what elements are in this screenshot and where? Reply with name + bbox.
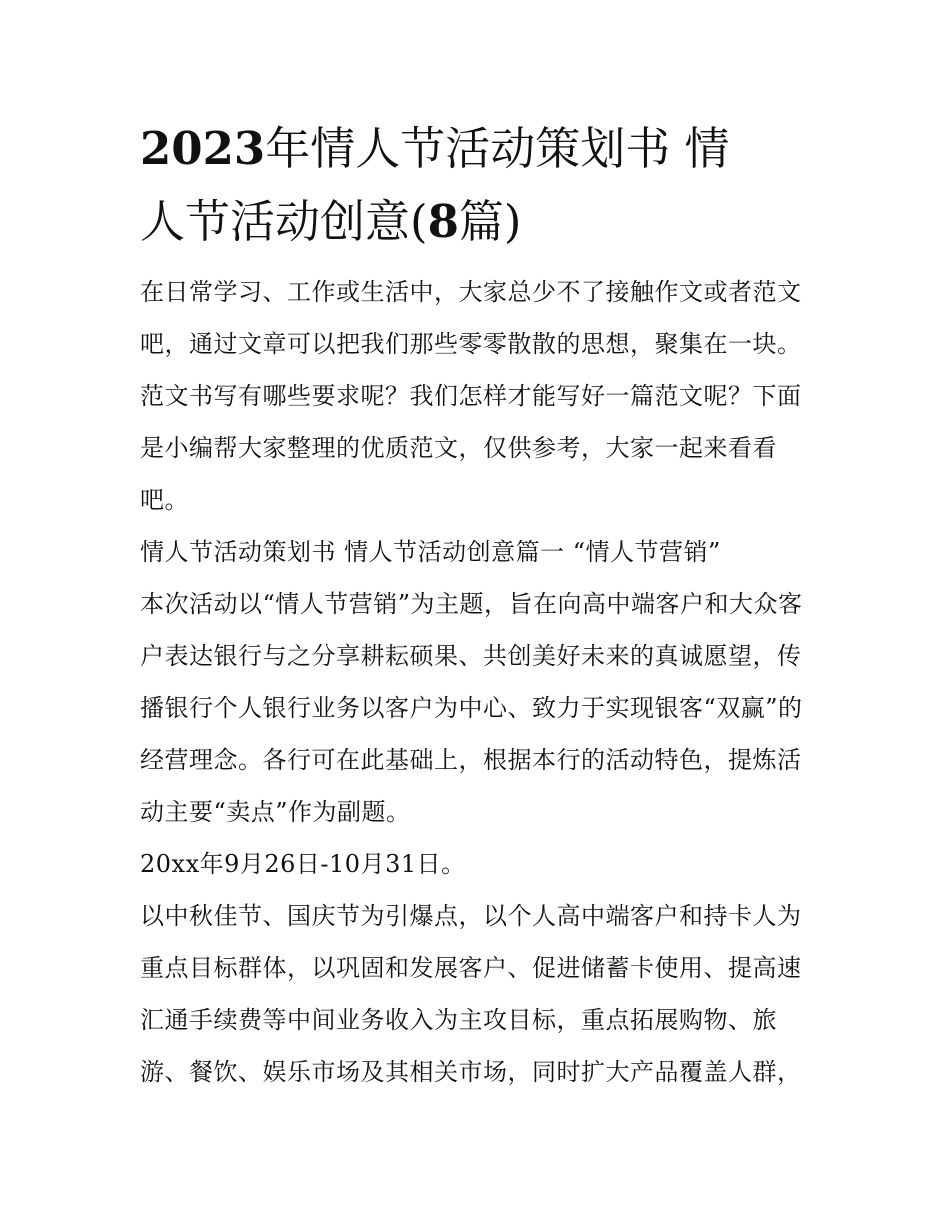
date-paragraph: 20xx年9月26日-10月31日。 [140, 850, 466, 878]
intro-paragraph: 在日常学习、工作或生活中，大家总少不了接触作文或者范文吧，通过文章可以把我们那些零零散散的思想，聚集在一块。范文书写有哪些要求呢？我们怎样才能写好一篇范文呢？下面是小编帮大家整理的优质范文，仅供参考，大家一起来看看吧。 [140, 278, 802, 514]
title-count: 8 [427, 195, 459, 248]
document-body [140, 266, 812, 1098]
title-line-1: 2023年情人节活动策划书 情 [140, 122, 730, 175]
theme-paragraph: 本次活动以“情人节营销”为主题，旨在向高中端客户和大众客户表达银行与之分享耕耘硕果、共创美好未来的真诚愿望，传播银行个人银行业务以客户为中心、致力于实现银客“双赢”的经营理念。各行可在此基础上，根据本行的活动特色，提炼活动主要“卖点”作为副题。 [140, 590, 803, 826]
document-page [140, 112, 812, 1098]
target-paragraph: 以中秋佳节、国庆节为引爆点，以个人高中端客户和持卡人为重点目标群体，以巩固和发展客户、促进储蓄卡使用、提高速汇通手续费等中间业务收入为主攻目标，重点拓展购物、旅游、餐饮、娱乐市场及其相关市场，同时扩大产品覆盖人群， [140, 902, 802, 1086]
section-heading: 情人节活动策划书 情人节活动创意篇一 “情人节营销” [140, 538, 721, 566]
title-line-2: 人节活动创意(8篇) [140, 195, 522, 248]
document-title [140, 112, 812, 258]
title-year: 2023 [140, 122, 266, 175]
